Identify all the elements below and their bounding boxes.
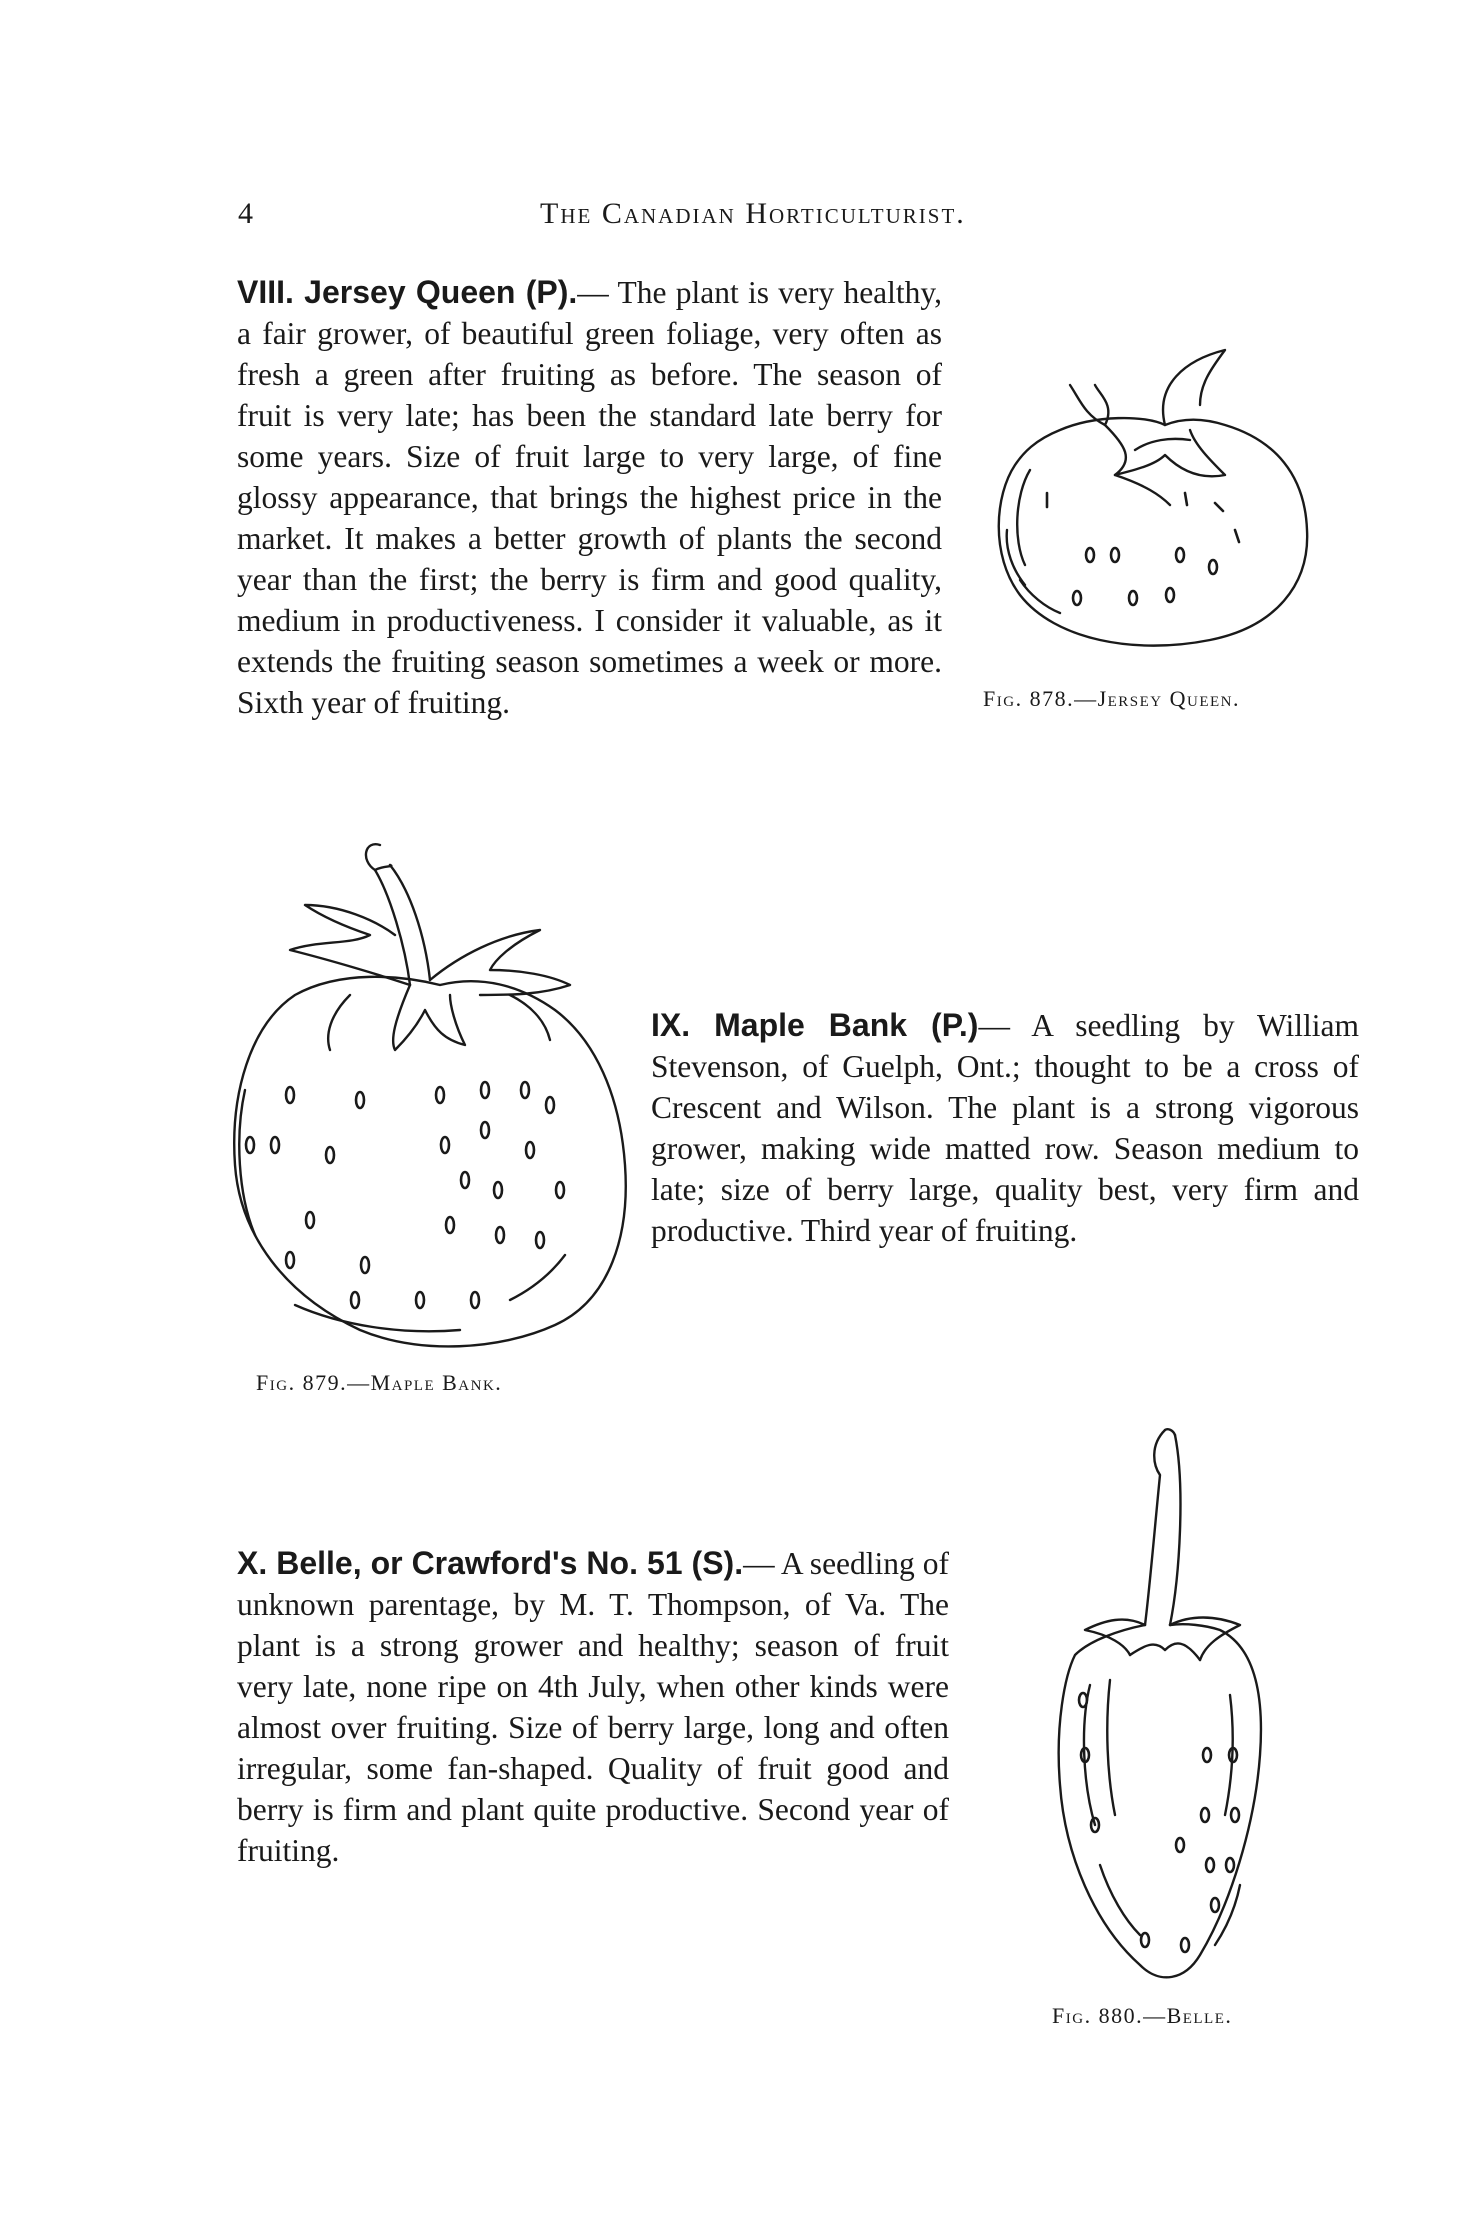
entry-maple-bank [651,1005,1359,1251]
page-number: 4 [238,197,253,230]
jersey-queen-illustration [985,345,1325,665]
belle-illustration [1035,1425,1305,1995]
maple-bank-illustration [210,835,630,1365]
running-title: The Canadian Horticulturist. [540,197,966,230]
entry-heading: X. Belle, or Crawford's No. 51 (S). [237,1545,744,1581]
entry-jersey-queen [237,272,942,723]
figure-caption: Fig. 879.—Maple Bank. [256,1370,503,1395]
figure-caption: Fig. 878.—Jersey Queen. [983,686,1241,711]
entry-heading: VIII. Jersey Queen (P). [237,274,578,310]
entry-heading: IX. Maple Bank (P.) [651,1007,979,1043]
entry-belle [237,1543,949,1871]
figure-caption: Fig. 880.—Belle. [1052,2003,1233,2028]
entry-body: — A seedling by William Stevenson, of Guelph, Ont.; thought to be a cross of Crescent and Wilson. The plant is a strong vigorous grower, making wide matted row. Season medium to late; size of berry large, quality best, very firm and productive. Third year of fruiting. [651,1008,1360,1248]
entry-body: — The plant is very healthy, a fair grower, of beautiful green foliage, very often as fresh a green after fruiting as before. The season of fruit is very late; has been the standard late berry for some years. Size of fruit large to very large, of fine glossy appearance, that brings the highest price in the market. It makes a better growth of plants the second year than the first; the berry is firm and good quality, medium in productiveness. I consider it valuable, as it extends the fruiting season sometimes a week or more. Sixth year of fruiting. [237,275,943,720]
entry-body: — A seedling of unknown parentage, by M. T. Thompson, of Va. The plant is a strong grower and healthy; season of fruit very late, none ripe on 4th July, when other kinds were almost over fruiting. Size of berry large, long and often irregular, some fan-shaped. Quality of fruit good and berry is firm and plant quite productive. Second year of fruiting. [237,1546,949,1868]
